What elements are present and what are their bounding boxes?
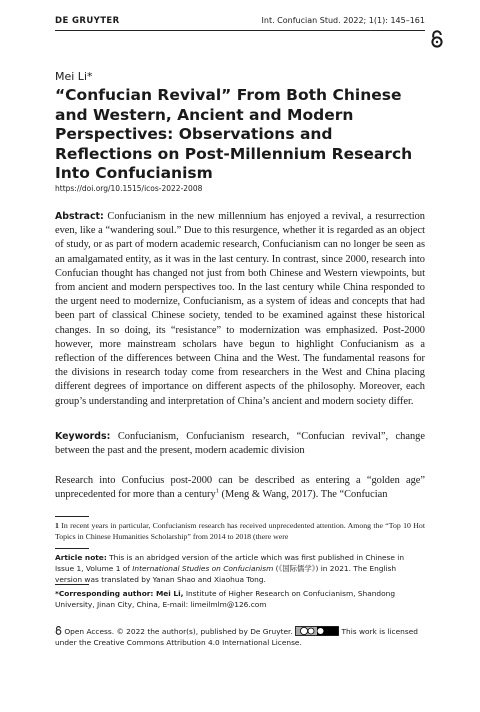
running-header [55, 16, 425, 31]
corresponding-author-label: *Corresponding author: Mei Li, [55, 589, 184, 598]
keywords [55, 430, 425, 458]
footnote-text: In recent years in particular, Confucianism research has received unprecedented attention. Among the “Top 10 Hot Topics in Chinese Humanities Scholarship” from 2014 to 2018 (there were [55, 521, 425, 541]
body-text-part2: (Meng & Wang, 2017). The “Confucian [218, 489, 388, 501]
body-text-part1: Research into Confucius post-2000 can be described as entering a “golden age” unprecedented for more than a century [55, 475, 425, 501]
keywords-label: Keywords: [55, 431, 111, 442]
publisher-name: DE GRUYTER [55, 16, 120, 26]
article-note-journal: International Studies on Confucianism [132, 564, 274, 573]
footnote [55, 520, 425, 542]
license-text: Open Access. © 2022 the author(s), published by De Gruyter. [64, 627, 293, 636]
footnote-reference[interactable]: 1 [215, 487, 219, 495]
open-access-small-icon [55, 626, 62, 635]
abstract-label: Abstract: [55, 211, 104, 222]
footnote-divider [55, 516, 89, 517]
article-note [55, 552, 425, 585]
keywords-text: Confucianism, Confucianism research, “Confucian revival”, change between the past and the present, modern academic division [55, 431, 425, 457]
cc-by-license-badge[interactable] [295, 626, 339, 636]
corresponding-author-details: Institute of Higher Research on Confucianism, Shandong University, Jinan City, China, E-mail: limeilmlm@126.com [55, 589, 396, 609]
article-title: “Confucian Revival” From Both Chinese and Western, Ancient and Modern Perspectives: Observations and Reflections on Post-Millennium Research Into Confucianism [55, 86, 413, 182]
abstract-text: Confucianism in the new millennium has enjoyed a revival, a resurrection even, like a “wandering soul.” Due to this resurgence, whether it is regarded as an object of study, or as part of modern academic research, Confucianism can no longer be seen as an amalgamated entity, as it was in the last century. In contrast, since 2000, research into Confucian thought has changed not just from both Chinese and Western viewpoints, but from ancient and modern perspectives too. In the last century while China responded to the urgent need to modernize, Confucianism, as a system of ideas and concepts that had been part of classical Chinese society, tended to be examined against these historical changes. In so doing, its “resistance” to modernization was emphasized. Post-2000 however, more mainstream scholars have begun to highlight Confucianism as a reflection of the differences between China and the West. The fundamental reasons for the divisions in research today come from researchers in the West and China placing different degrees of importance on different aspects of the philosophy. Moreover, each group’s understanding and interpretation of China’s ancient and modern society differ. [55, 211, 425, 407]
license-text-end: This work is licensed under the Creative Commons Attribution 4.0 International License. [55, 627, 418, 647]
doi-link[interactable]: https://doi.org/10.1515/icos-2022-2008 [55, 184, 203, 193]
corresponding-author [55, 588, 425, 610]
journal-citation: Int. Confucian Stud. 2022; 1(1): 145–161 [261, 16, 425, 25]
article-note-text: This is an abridged version of the article which was first published in Chinese in Issue 1, Volume 1 of [55, 553, 405, 573]
note-divider [55, 548, 89, 549]
article-note-label: Article note: [55, 553, 107, 562]
author-name: Mei Li* [55, 70, 93, 83]
abstract [55, 210, 425, 409]
open-access-icon [430, 30, 444, 48]
footnote-number: 1 [55, 521, 59, 530]
article-note-text-end: (《国际儒学》) in 2021. The English version was translated by Yanan Shao and Xiaohua Tong. [55, 564, 397, 584]
author-divider [55, 584, 89, 585]
license-statement [55, 626, 427, 648]
body-paragraph [55, 474, 425, 502]
